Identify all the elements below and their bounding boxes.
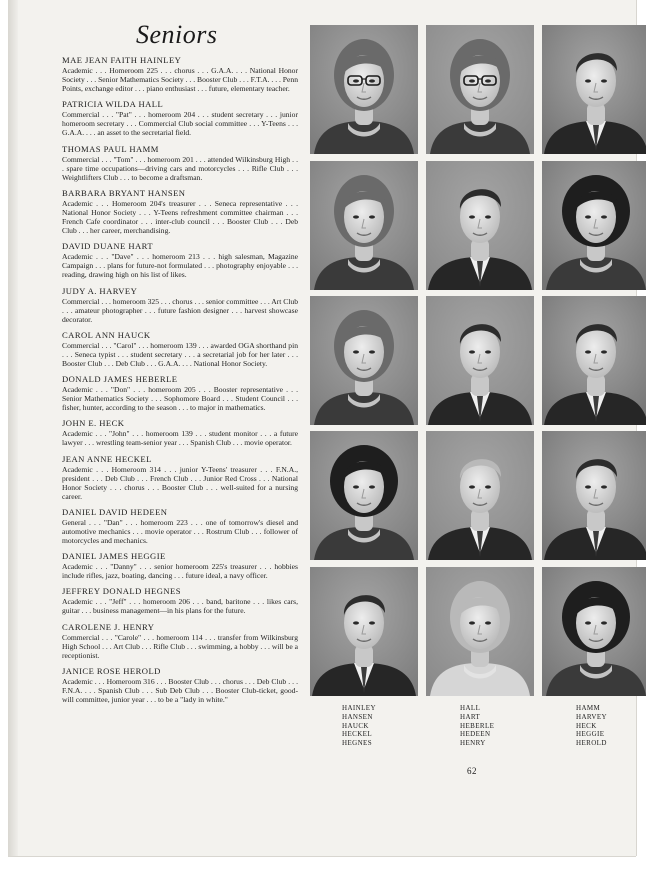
page-title: Seniors <box>136 20 218 49</box>
bio-text: Academic . . . "Danny" . . . senior homeroom 225's treasurer . . . hobbies include rifles, jazz, boating, dancing . . . future ideal, a navy officer. <box>62 562 298 581</box>
bio-name: JOHN E. HECK <box>62 418 125 429</box>
caption-column-1 <box>342 704 376 748</box>
page-binding-shadow <box>8 0 18 856</box>
portrait-caption: HALL <box>460 704 481 712</box>
portrait-photo <box>542 25 646 154</box>
bio-text: Commercial . . . homeroom 325 . . . chorus . . . senior committee . . . Art Club . . . amateur photographer . . . future fashion designer . . . harvest showcase decorator. <box>62 296 299 324</box>
portrait-photo <box>426 296 534 425</box>
bio-text: Academic . . . "John" . . . homeroom 139 . . . student monitor . . . a future lawyer . . . wrestling team-senior year . . . Spanish Club . . . movie operator. <box>62 429 298 448</box>
page-number: 62 <box>467 766 477 776</box>
portrait-photo <box>426 431 534 560</box>
bio-name: JANICE ROSE HEROLD <box>62 665 161 676</box>
portrait-photo <box>310 161 418 290</box>
portrait-photo <box>310 431 418 560</box>
bio-entry <box>62 507 298 545</box>
bio-entry <box>62 241 298 279</box>
bio-name: JUDY A. HARVEY <box>62 285 138 296</box>
bio-text: Academic . . . "Jeff" . . . homeroom 206 . . . band, baritone . . . likes cars, guitar . . . business management—in his plans for the future. <box>62 597 298 616</box>
bio-entry <box>62 418 298 447</box>
yearbook-page <box>8 0 636 856</box>
bio-name: BARBARA BRYANT HANSEN <box>62 187 186 198</box>
bio-name: DANIEL DAVID HEDEEN <box>62 506 168 517</box>
caption-column-3 <box>576 704 607 748</box>
bio-name: JEAN ANNE HECKEL <box>62 453 152 464</box>
portrait-caption: HAINLEY <box>342 704 376 712</box>
bio-name: DANIEL JAMES HEGGIE <box>62 551 166 562</box>
bio-name: THOMAS PAUL HAMM <box>62 143 159 154</box>
bio-text: General . . . "Dan" . . . homeroom 223 . . . one of tomorrow's diesel and automotive mechanics . . . movie operator . . . Rostrum Club . . . follower of motorcycles and mechanics. <box>62 517 298 546</box>
bio-entry <box>62 586 298 615</box>
bio-entry <box>62 55 298 93</box>
bio-entry <box>62 188 298 235</box>
bio-name: CAROLENE J. HENRY <box>62 621 155 632</box>
portrait-caption: HECK <box>576 721 597 730</box>
bio-text: Commercial . . . "Tom" . . . homeroom 201 . . . attended Wilkinsburg High . . . spare time occupations—driving cars and motorcycles . . . Rifle Club . . . Weightlifters Club . . . to become a draftsman. <box>62 154 298 182</box>
portrait-photo <box>426 25 534 154</box>
bio-name: JEFFREY DONALD HEGNES <box>62 586 181 597</box>
bio-entry <box>62 99 298 137</box>
portrait-caption: HEGGIE <box>576 730 605 739</box>
portrait-caption: HECKEL <box>342 730 373 739</box>
portrait-photo <box>310 296 418 425</box>
bio-entry <box>62 666 298 704</box>
biography-column <box>62 55 298 710</box>
portrait-caption: HANSEN <box>342 712 373 721</box>
portrait-photo <box>542 161 646 290</box>
bio-entry <box>62 622 298 660</box>
portrait-photo <box>310 25 418 154</box>
bio-entry <box>62 551 298 580</box>
portrait-photo <box>542 431 646 560</box>
bio-name: DONALD JAMES HEBERLE <box>62 374 178 385</box>
portrait-caption: HEDEEN <box>460 730 491 739</box>
portrait-caption: HEROLD <box>576 739 607 748</box>
bio-text: Academic . . . Homeroom 225 . . . chorus . . . G.A.A. . . . National Honor Society . . . Senior Mathematics Society . . . Booster Club . . . F.T.A. . . . Penn Points, exchange editor . . . piano enthusiast . . . future, elementary teacher. <box>62 66 298 94</box>
portrait-caption: HENRY <box>460 739 486 748</box>
portrait-photo <box>542 567 646 696</box>
bio-text: Academic . . . Homeroom 204's treasurer . . . Seneca representative . . . National Honor Society . . . Y-Teens refreshment committee chairman . . . French Cafe coordinator . . . inter-club council . . . Booster Club . . . Deb Club . . . her career, merchandising. <box>62 198 298 236</box>
portrait-caption: HAMM <box>576 704 601 712</box>
bio-entry <box>62 374 298 412</box>
bio-entry <box>62 286 298 324</box>
bio-text: Academic . . . Homeroom 314 . . . junior Y-Teens' treasurer . . . F.N.A., president . . . Deb Club . . . French Club . . . Junior Red Cross . . . National Honor Society . . . chorus . . . Booster Club . . . well-suited for a nursing career. <box>62 464 298 501</box>
bio-text: Academic . . . Homeroom 316 . . . Booster Club . . . chorus . . . Deb Club . . . F.N.A. . . . Spanish Club . . . Sub Deb Club . . . Booster Club-ticket, good-will committee, junior year . . . to be a "lady in white." <box>62 676 298 705</box>
portrait-photo <box>426 567 534 696</box>
bio-name: DAVID DUANE HART <box>62 241 154 252</box>
portrait-caption: HART <box>460 712 481 721</box>
bio-text: Academic . . . "Dave" . . . homeroom 213 . . . high salesman, Magazine Campaign . . . plans for future-not formulated . . . photography enjoyable . . . reading, drawing high on his list of likes. <box>62 252 298 280</box>
bio-entry <box>62 330 298 368</box>
portrait-caption: HEBERLE <box>460 721 495 730</box>
bio-text: Academic . . . "Don" . . . homeroom 205 . . . Booster representative . . . Senior Mathematics Society . . . Sophomore Board . . . Student Council . . . fisher, hunter, according to the season . . . to major in mathematics. <box>62 385 298 413</box>
bio-text: Commercial . . . "Carole" . . . homeroom 114 . . . transfer from Wilkinsburg High School . . . Art Club . . . Rifle Club . . . swimming, a hobby . . . will be a receptionist. <box>62 632 298 660</box>
portrait-photo <box>426 161 534 290</box>
bio-entry <box>62 454 298 501</box>
portrait-photo <box>310 567 418 696</box>
bio-entry <box>62 144 298 182</box>
portrait-photo <box>542 296 646 425</box>
bio-name: PATRICIA WILDA HALL <box>62 99 164 110</box>
bio-text: Commercial . . . "Pat" . . . homeroom 204 . . . student secretary . . . junior homeroom secretary . . . Commercial Club social committee . . . Y-Teens . . . G.A.A. . . . an asset to the secretarial field. <box>62 110 298 138</box>
bio-text: Commercial . . . "Carol" . . . homeroom 139 . . . awarded OGA shorthand pin . . . Seneca typist . . . student secretary . . . a secretarial job for her later . . . Booster Club . . . Deb Club . . . G.A.A. . . . National Honor Society. <box>62 340 298 368</box>
portrait-caption: HEGNES <box>342 739 373 748</box>
bio-name: CAROL ANN HAUCK <box>62 329 151 340</box>
bio-name: MAE JEAN FAITH HAINLEY <box>62 55 182 65</box>
portrait-caption: HAUCK <box>342 721 369 730</box>
portrait-caption: HARVEY <box>576 712 608 721</box>
caption-column-2 <box>460 704 494 748</box>
